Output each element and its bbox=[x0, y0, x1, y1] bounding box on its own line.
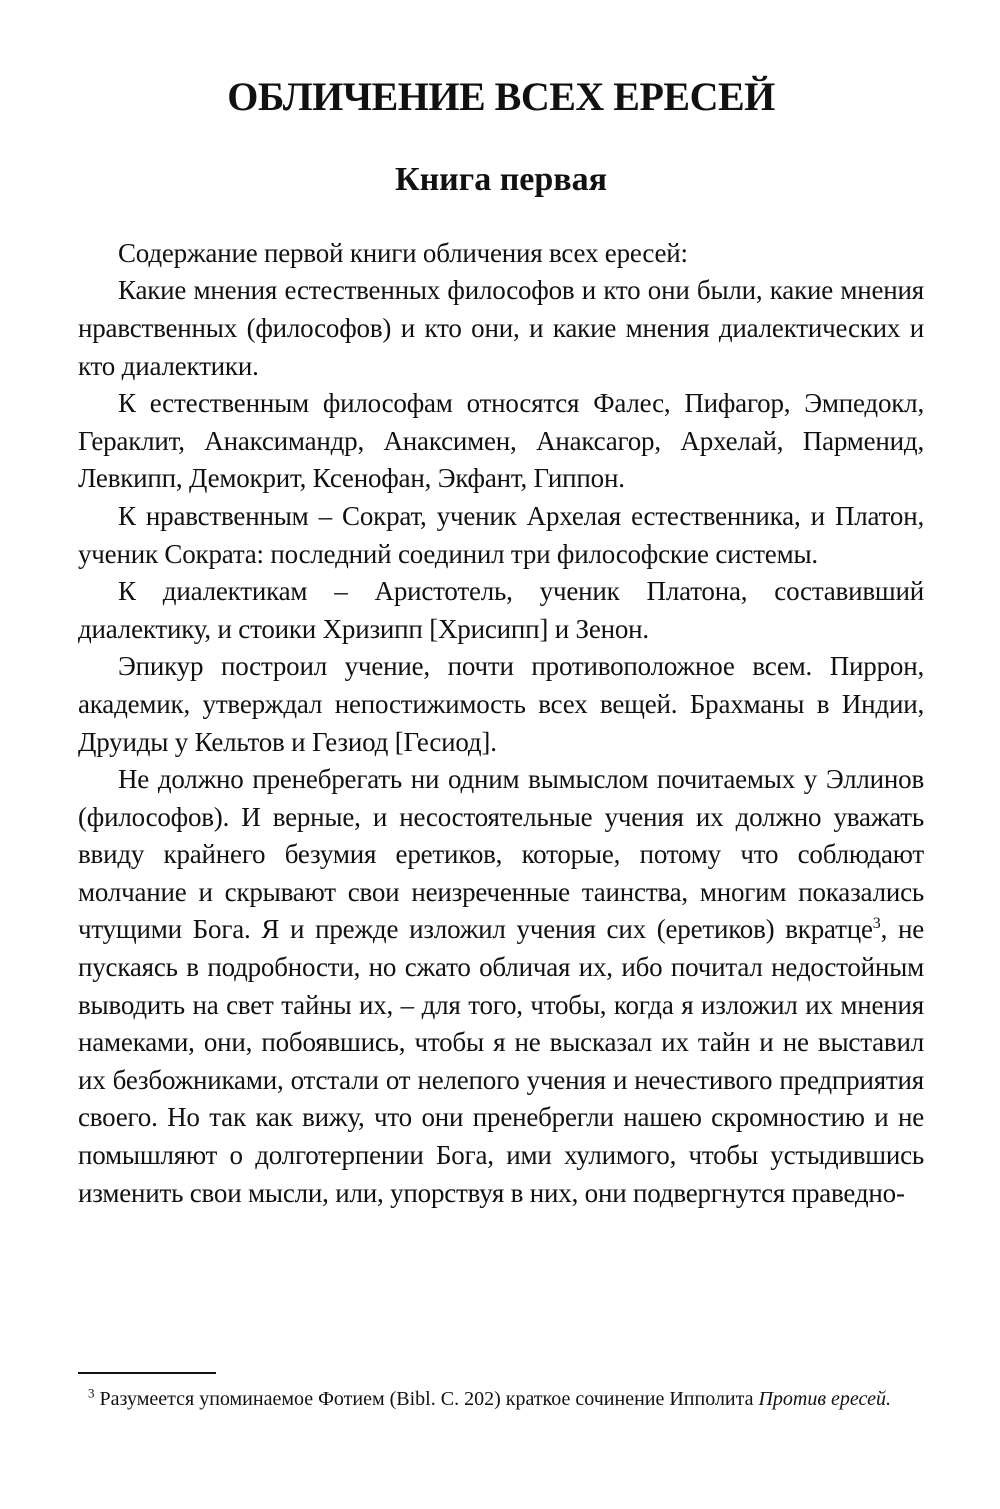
paragraph-with-note bbox=[78, 761, 924, 1212]
footnote-reference: 3 bbox=[872, 915, 881, 933]
paragraph: Содержание первой книги обличения всех ересей: bbox=[118, 237, 688, 268]
paragraph: Эпикур построил учение, почти противоположное всем. Пиррон, академик, утверждал непостижимость всех вещей. Брахманы в Индии, Друиды у Кельтов и Гезиод [Гесиод]. bbox=[78, 651, 924, 757]
footnote bbox=[78, 1386, 924, 1412]
page-content bbox=[78, 62, 924, 1212]
body-text bbox=[78, 235, 924, 1212]
footnote-divider bbox=[78, 1372, 216, 1374]
paragraph: К нравственным – Сократ, ученик Архелая естественника, и Платон, ученик Сократа: последний соединил три философские системы. bbox=[78, 500, 924, 569]
paragraph: К естественным философам относятся Фалес, Пифагор, Эмпедокл, Гераклит, Анаксимандр, Анаксимен, Анаксагор, Архелай, Парменид, Левкипп, Демокрит, Ксенофан, Экфант, Гиппон. bbox=[78, 388, 924, 494]
paragraph: К диалектикам – Аристотель, ученик Платона, составивший диалектику, и стоики Хризипп [Хрисипп] и Зенон. bbox=[78, 576, 924, 644]
paragraph-text-before-note: Не должно пренебрегать ни одним вымыслом почитаемых у Эллинов (философов). И верные, и несостоятельные учения их должно уважать ввиду крайнего безумия еретиков, которые, потому что соблюдают молчание и скрывают свои неизреченные таинства, многим показались чтущими Бога. Я и прежде изложил учения сих (еретиков) вкратце bbox=[78, 764, 924, 945]
book-subtitle: Книга первая bbox=[394, 161, 608, 198]
footnote-text: Разумеется упоминаемое Фотием (Bibl. C. 202) краткое сочинение Ипполита bbox=[94, 1388, 759, 1410]
paragraph-text-after-note: , не пускаясь в подробности, но сжато обличая их, ибо почитал недостойным выводить на свет тайны их, – для того, чтобы, когда я изложил их мнения намеками, они, побоявшись, чтобы я не высказал их тайн и не выставил их безбожниками, отстали от нелепого учения и нечестивого предприятия своего. Но так как вижу, что они пренебрегли нашею скромностию и не помышляют о долготерпении Бога, ими хулимого, чтобы устыдившись изменить свои мысли, или, упорствуя в них, они подвергнутся праведно- bbox=[78, 914, 924, 1208]
footnote-marker: 3 bbox=[88, 1385, 95, 1401]
footnote-italic-title: Против ересей. bbox=[758, 1388, 892, 1410]
page-title: ОБЛИЧЕНИЕ ВСЕХ ЕРЕСЕЙ bbox=[227, 74, 775, 119]
paragraph: Какие мнения естественных философов и кто они были, какие мнения нравственных (философов) и кто они, и какие мнения диалектических и кто диалектики. bbox=[78, 275, 924, 381]
